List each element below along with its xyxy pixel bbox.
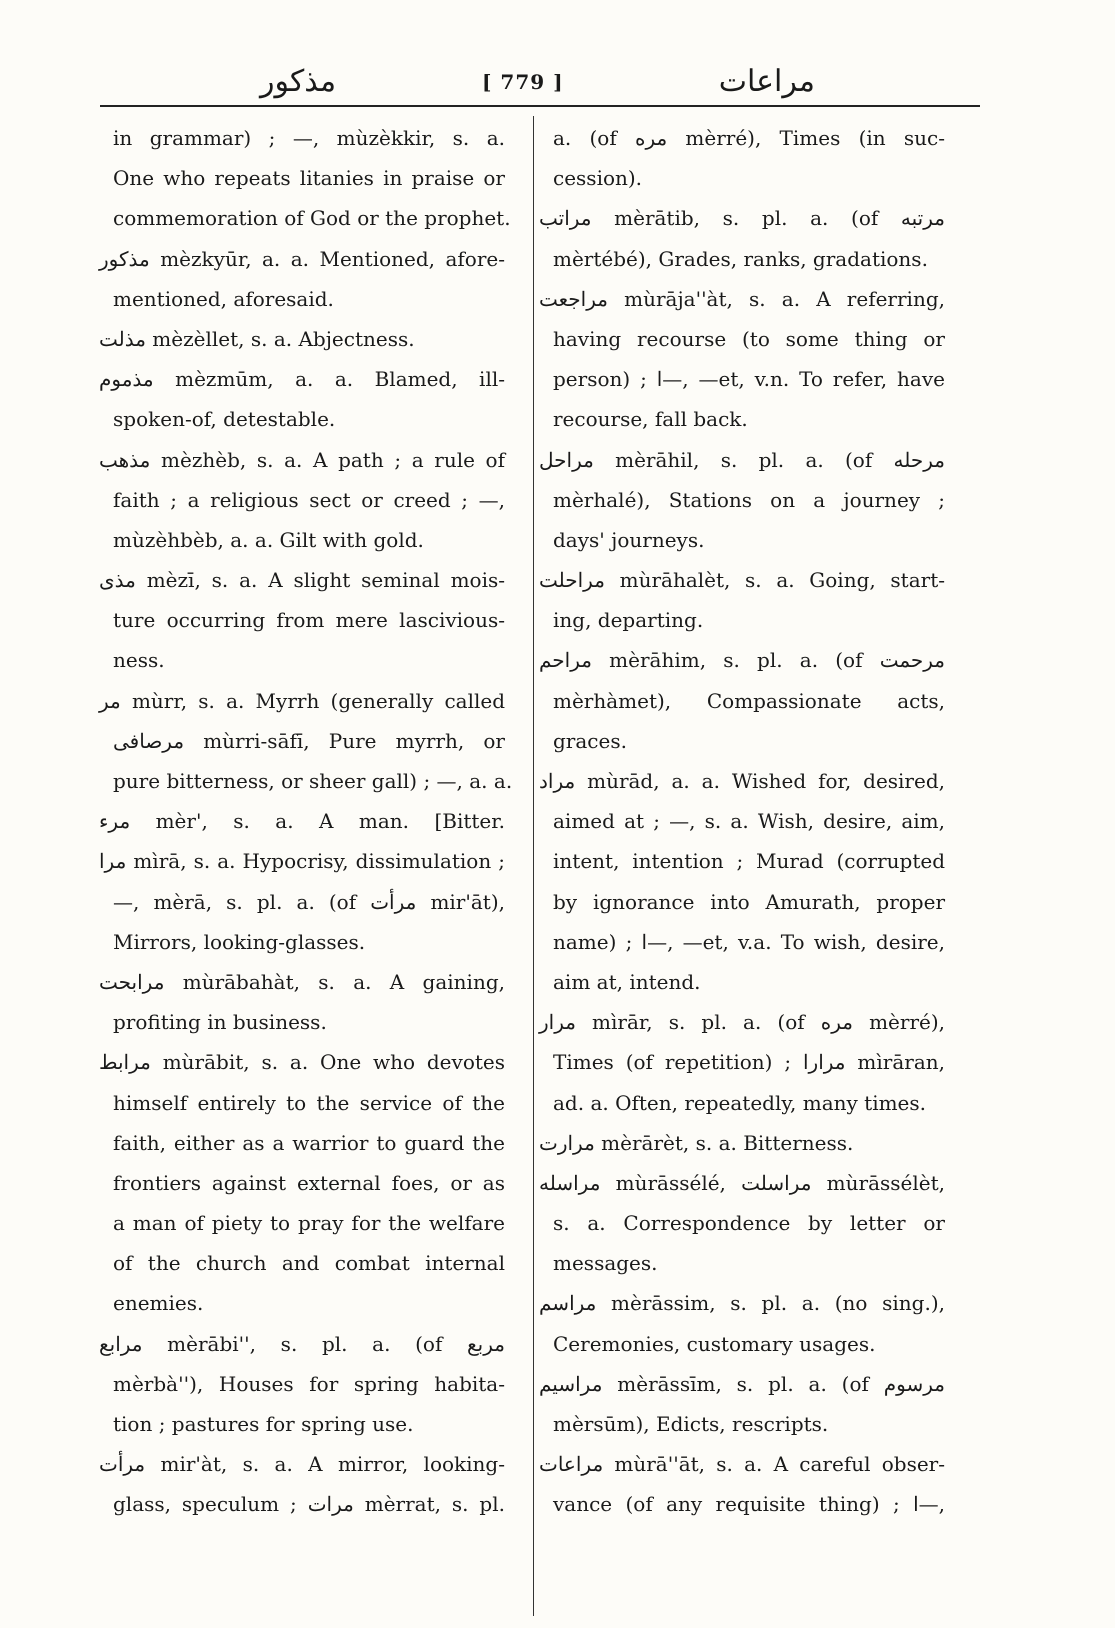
dictionary-line: مراد mùrād, a. a. Wished for, desired, <box>539 769 945 793</box>
dictionary-line: —, mèrā, s. pl. a. (of مرأت mir'āt), <box>113 889 505 914</box>
dictionary-line: a man of piety to pray for the welfare <box>113 1211 505 1236</box>
dictionary-line: having recourse (to some thing or <box>553 326 945 351</box>
dictionary-line: in grammar) ; —, mùzèkkir, s. a. <box>113 126 505 150</box>
dictionary-line: mèrbà''), Houses for spring habita- <box>113 1371 505 1396</box>
dictionary-line: mèrhalé), Stations on a journey ; <box>553 487 945 512</box>
page-number: [ 779 ] <box>482 70 564 94</box>
dictionary-line: tion ; pastures for spring use. <box>113 1412 414 1436</box>
dictionary-line: aim at, intend. <box>553 969 701 994</box>
dictionary-line: s. a. Correspondence by letter or <box>553 1211 945 1236</box>
dictionary-line: مرا mìrā, s. a. Hypocrisy, dissimulation ; <box>99 849 505 874</box>
dictionary-line: profiting in business. <box>113 1010 327 1035</box>
dictionary-line: Ceremonies, customary usages. <box>553 1331 876 1356</box>
dictionary-line: days' journeys. <box>553 527 705 552</box>
dictionary-line: مرار mìrār, s. pl. a. (of مره mèrré), <box>539 1010 946 1035</box>
dictionary-line: himself entirely to the service of the <box>113 1090 505 1115</box>
dictionary-line: مراجعت mùrāja''àt, s. a. A referring, <box>539 286 945 311</box>
dictionary-line: pure bitterness, or sheer gall) ; —, a. a. <box>113 769 513 793</box>
dictionary-line: مذى mèzī, s. a. A slight seminal mois- <box>99 568 505 593</box>
dictionary-line: مراسيم mèrāssīm, s. pl. a. (of مرسوم <box>539 1371 945 1396</box>
page-header <box>100 62 975 102</box>
dictionary-line: مذكور mèzkyūr, a. a. Mentioned, afore- <box>99 246 505 271</box>
dictionary-line: مذموم mèzmūm, a. a. Blamed, ill- <box>99 367 505 392</box>
dictionary-line: One who repeats litanies in praise or <box>113 166 505 191</box>
dictionary-line: cession). <box>553 166 643 191</box>
dictionary-line: ture occurring from mere lascivious- <box>113 608 505 633</box>
dictionary-line: Times (of repetition) ; مرارا mìrāran, <box>553 1050 945 1075</box>
dictionary-line: mùzèhbèb, a. a. Gilt with gold. <box>113 527 424 552</box>
dictionary-line: مر mùrr, s. a. Myrrh (generally called <box>99 688 505 713</box>
right-guide-word: مراعات <box>718 64 815 99</box>
dictionary-line: intent, intention ; Murad (corrupted <box>553 849 945 874</box>
dictionary-line: مذهب mèzhèb, s. a. A path ; a rule of <box>99 447 505 472</box>
dictionary-line: مراسم mèrāssim, s. pl. a. (no sing.), <box>539 1291 945 1316</box>
dictionary-line: frontiers against external foes, or as <box>113 1170 505 1195</box>
dictionary-line: of the church and combat internal <box>113 1251 505 1276</box>
dictionary-line: مراحلت mùrāhalèt, s. a. Going, start- <box>539 568 945 593</box>
dictionary-line: مراتب mèrātib, s. pl. a. (of مرتبه <box>539 206 945 231</box>
dictionary-line: mentioned, aforesaid. <box>113 286 334 311</box>
column-divider <box>533 116 534 1616</box>
dictionary-line: faith ; a religious sect or creed ; —, <box>113 487 505 512</box>
dictionary-line: graces. <box>553 728 627 753</box>
dictionary-line: مرء mèr', s. a. A man. [Bitter. <box>99 809 505 834</box>
dictionary-line: ing, departing. <box>553 608 704 633</box>
dictionary-line: name) ; ا—, —et, v.a. To wish, desire, <box>553 929 945 954</box>
dictionary-line: مرابع mèrābi'', s. pl. a. (of مربع <box>99 1331 505 1356</box>
dictionary-line: Mirrors, looking-glasses. <box>113 929 366 954</box>
dictionary-line: ness. <box>113 648 165 673</box>
dictionary-line: faith, either as a warrior to guard the <box>113 1130 505 1155</box>
dictionary-line: mèrtébé), Grades, ranks, gradations. <box>553 246 928 271</box>
dictionary-line: enemies. <box>113 1291 204 1316</box>
dictionary-line: مرأت mir'àt, s. a. A mirror, looking- <box>99 1452 505 1477</box>
left-guide-word: مذكور <box>260 64 337 99</box>
dictionary-line: مذلت mèzèllet, s. a. Abjectness. <box>99 326 415 351</box>
dictionary-line: aimed at ; —, s. a. Wish, desire, aim, <box>553 809 945 834</box>
dictionary-line: مرارت mèrārèt, s. a. Bitterness. <box>539 1130 854 1155</box>
dictionary-line: person) ; ا—, —et, v.n. To refer, have <box>553 367 945 392</box>
header-rule <box>100 105 980 107</box>
dictionary-line: vance (of any requisite thing) ; ا—, <box>553 1492 945 1517</box>
dictionary-line: مراحم mèrāhim, s. pl. a. (of مرحمت <box>539 648 945 673</box>
dictionary-line: مراسله mùrāssélé, مراسلت mùrāssélèt, <box>539 1170 945 1195</box>
dictionary-line: ad. a. Often, repeatedly, many times. <box>553 1090 927 1115</box>
dictionary-line: مرابحت mùrābahàt, s. a. A gaining, <box>99 969 505 994</box>
dictionary-line: مرصافى mùrri-sāfī, Pure myrrh, or <box>113 728 505 753</box>
dictionary-line: glass, speculum ; مرات mèrrat, s. pl. <box>113 1492 505 1517</box>
dictionary-line: by ignorance into Amurath, proper <box>553 889 945 914</box>
dictionary-line: spoken-of, detestable. <box>113 407 336 432</box>
left-column <box>99 118 513 1525</box>
dictionary-line: مرابط mùrābit, s. a. One who devotes <box>99 1050 505 1075</box>
dictionary-line: recourse, fall back. <box>553 407 748 432</box>
dictionary-line: mèrhàmet), Compassionate acts, <box>553 688 945 713</box>
dictionary-line: messages. <box>553 1251 658 1276</box>
right-column <box>539 118 946 1525</box>
dictionary-line: mèrsūm), Edicts, rescripts. <box>553 1412 829 1436</box>
dictionary-line: a. (of مره mèrré), Times (in suc- <box>553 126 945 150</box>
dictionary-line: مراعات mùrā''āt, s. a. A careful obser- <box>539 1452 945 1477</box>
dictionary-line: commemoration of God or the prophet. <box>113 206 511 231</box>
dictionary-line: مراحل mèrāhil, s. pl. a. (of مرحله <box>539 447 945 472</box>
